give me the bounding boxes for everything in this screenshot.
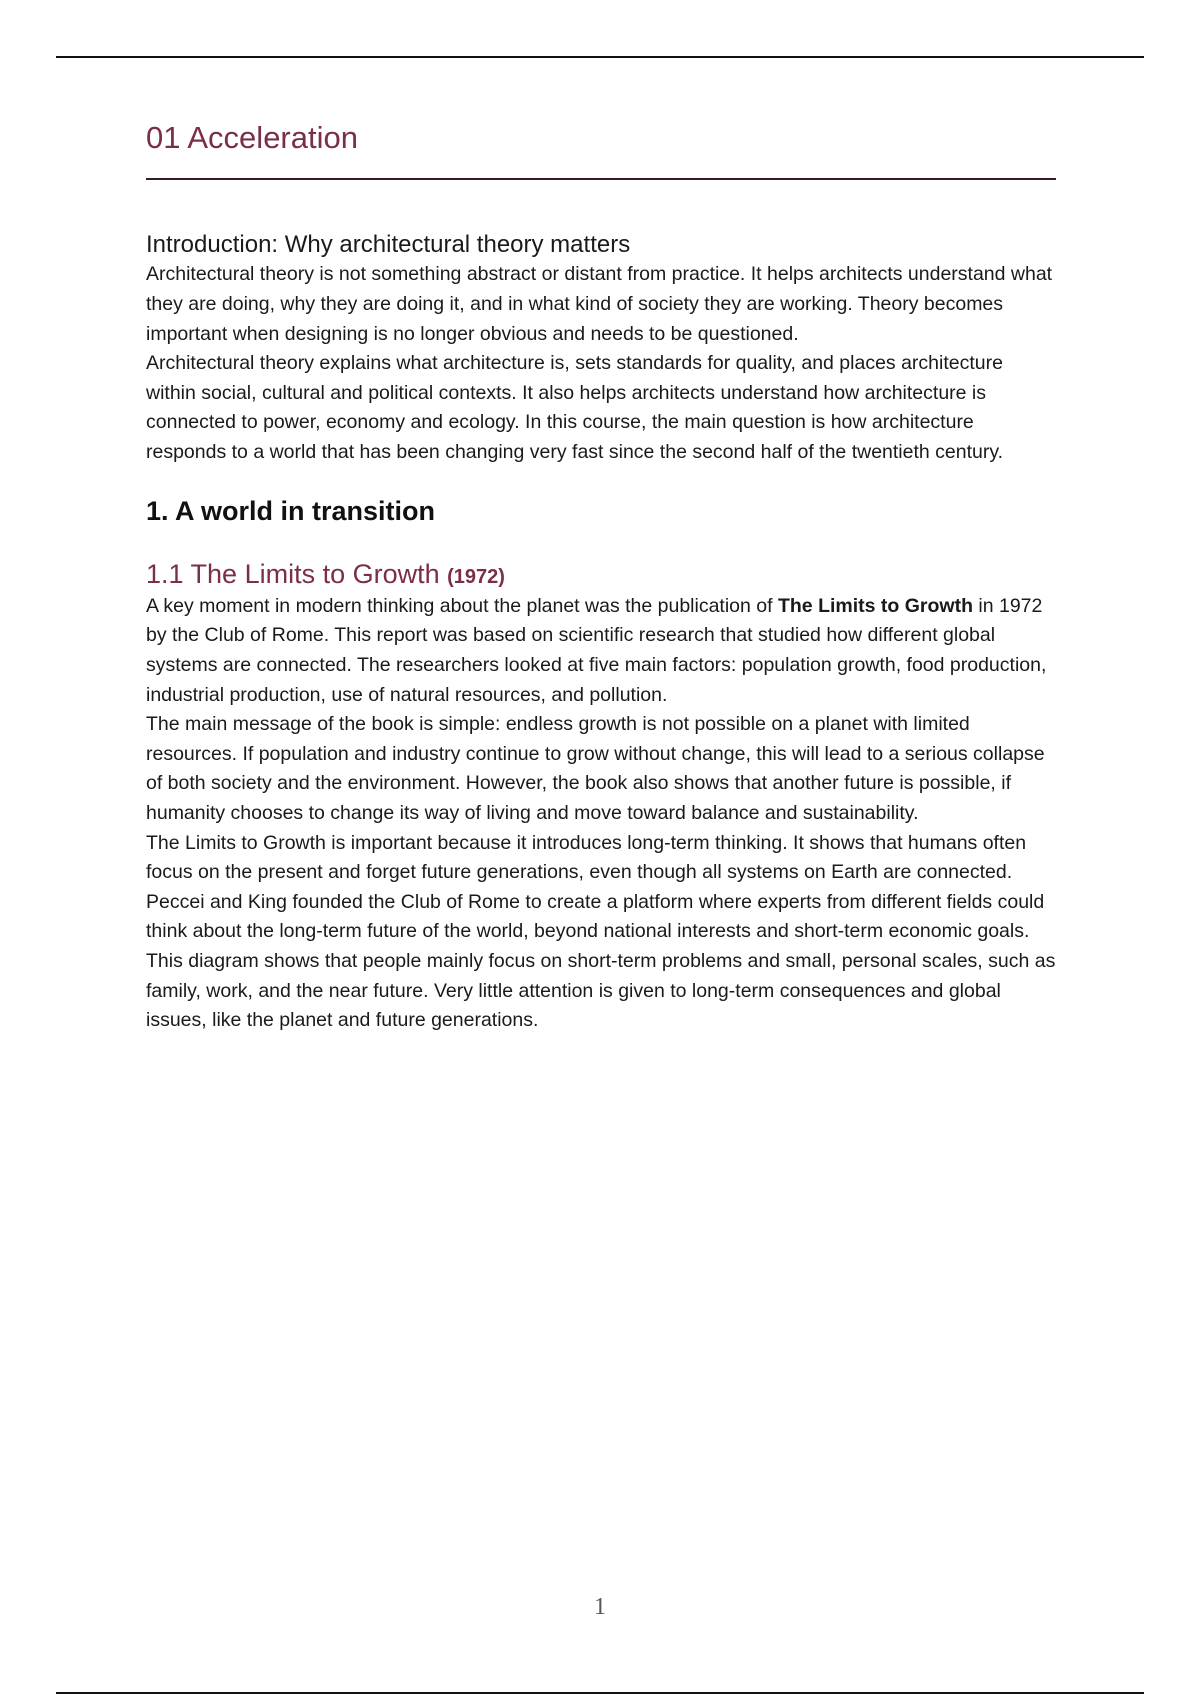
paragraph-text: in 1972 by the Club of Rome. This report was based on scientific research that studied how different global systems are connected. The researchers looked at five main factors: population growth, food production, industrial production, use of natural resources, and pollution. [146,594,1047,706]
intro-heading: Introduction: Why architectural theory matters [146,231,631,259]
book-title-bold: The Limits to Growth [777,594,973,617]
chapter-title: 01 Acceleration [146,120,358,155]
body-paragraph [146,592,1058,710]
title-underline [146,178,1056,180]
page-top-rule [56,56,1144,58]
body-paragraph: The Limits to Growth is important because it introduces long-term thinking. It shows that humans often focus on the present and forget future generations, even though all systems on Earth are connected. [146,831,1027,884]
intro-paragraph: Architectural theory explains what architecture is, sets standards for quality, and places architecture within social, cultural and political contexts. It also helps architects understand how architecture is connected to power, economy and ecology. In this course, the main question is how architecture responds to a world that has been changing very fast since the second half of the twentieth century. [146,352,1004,464]
subsection-title: 1.1 The Limits to Growth [146,558,440,589]
page-number: 1 [594,1594,606,1620]
intro-paragraph: Architectural theory is not something abstract or distant from practice. It helps architects understand what they are doing, why they are doing it, and in what kind of society they are working. Theory becomes important when designing is no longer obvious and needs to be questioned. [146,263,1053,345]
subsection-heading [146,557,1058,592]
body-paragraph: This diagram shows that people mainly focus on short-term problems and small, personal scales, such as family, work, and the near future. Very little attention is given to long-term consequences and global issues, like the planet and future generations. [146,949,1056,1032]
subsection-year: (1972) [447,565,505,588]
section-heading: 1. A world in transition [146,495,436,526]
paragraph-text: A key moment in modern thinking about the planet was the publication of [146,594,778,617]
body-paragraph: Peccei and King founded the Club of Rome to create a platform where experts from different fields could think about the long-term future of the world, beyond national interests and short-term economic goals. [146,890,1045,943]
page-content [146,118,1058,1036]
page-bottom-rule [56,1692,1144,1694]
body-paragraph: The main message of the book is simple: endless growth is not possible on a planet with limited resources. If population and industry continue to grow without change, this will lead to a serious collapse of both society and the environment. However, the book also shows that another future is possible, if humanity chooses to change its way of living and move toward balance and sustainability. [146,713,1045,824]
